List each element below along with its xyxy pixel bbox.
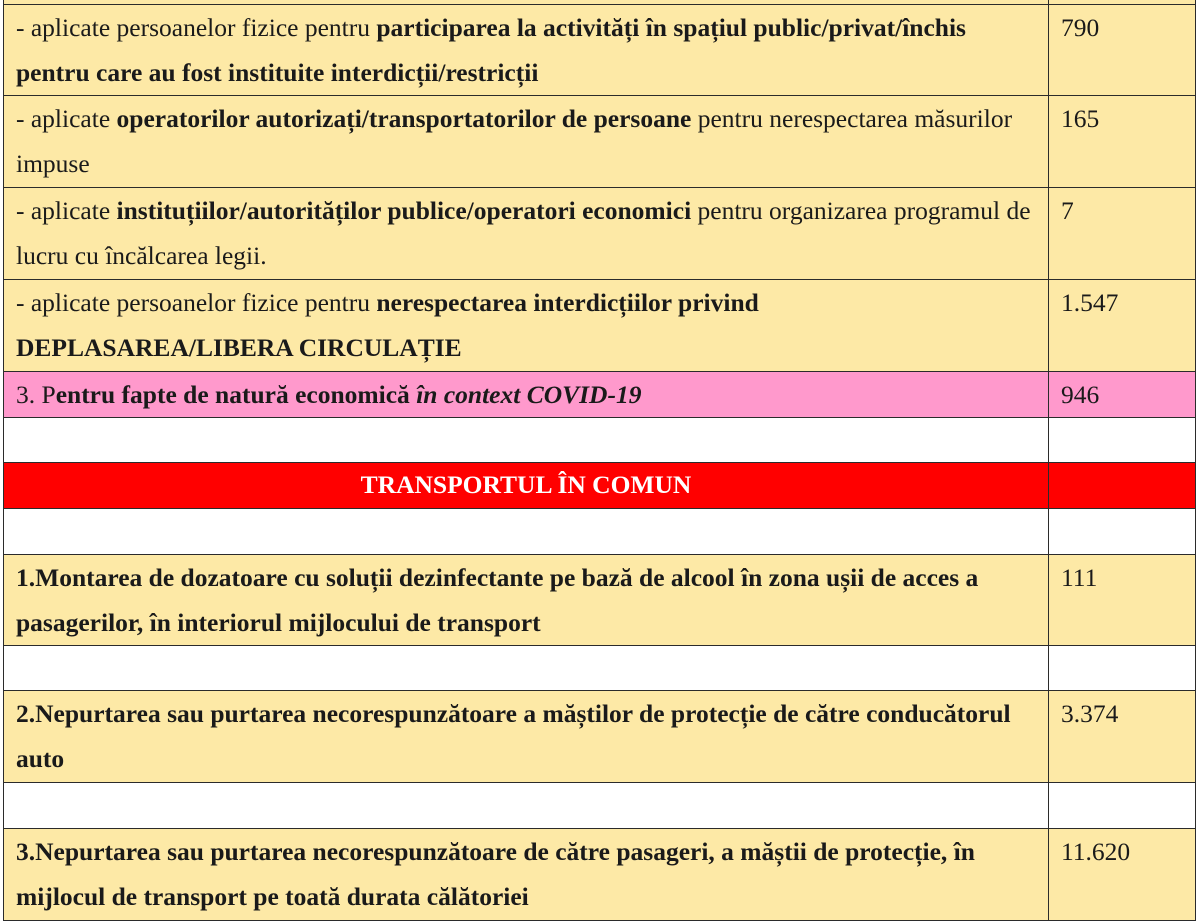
row-text-prefix: 3. P xyxy=(16,380,56,409)
table-row xyxy=(4,829,1196,921)
section-title: TRANSPORTUL ÎN COMUN xyxy=(4,463,1049,509)
row-text-bold: nerespectarea interdicțiilor privind DEPLASAREA/LIBERA CIRCULAȚIE xyxy=(16,288,759,362)
row-text-bold: 1.Montarea de dozatoare cu soluții dezinfectante pe bază de alcool în zona ușii de acces a pasagerilor, în interiorul mijlocului de transport xyxy=(16,563,979,637)
table-row xyxy=(4,96,1196,188)
row-text xyxy=(4,783,1049,829)
row-text-suffix: pentru nerespectarea măsurilor impuse xyxy=(16,104,1013,178)
table-row xyxy=(4,5,1196,96)
statistics-table xyxy=(3,0,1196,921)
row-text-bold: instituțiilor/autorităților publice/operatori economici xyxy=(116,196,692,225)
row-text xyxy=(4,418,1049,463)
row-value xyxy=(1049,418,1196,463)
table-row-highlight xyxy=(4,372,1196,418)
table-row-empty xyxy=(4,418,1196,463)
row-value: 3.374 xyxy=(1049,691,1196,783)
row-text-prefix: - aplicate persoanelor fizice pentru xyxy=(16,13,377,42)
row-text xyxy=(4,646,1049,691)
row-text xyxy=(4,188,1049,280)
row-text xyxy=(4,691,1049,783)
row-value xyxy=(1049,509,1196,555)
row-value: 11.620 xyxy=(1049,829,1196,921)
table-row-empty xyxy=(4,783,1196,829)
row-text-bold: 2.Nepurtarea sau purtarea necorespunzătoare a măștilor de protecție de către conducătorul auto xyxy=(16,699,1011,773)
row-text xyxy=(4,555,1049,646)
row-value xyxy=(1049,463,1196,509)
row-text-suffix: pentru organizarea programul de lucru cu încălcarea legii. xyxy=(16,196,1031,270)
row-value xyxy=(1049,646,1196,691)
table-row xyxy=(4,555,1196,646)
row-text xyxy=(4,372,1049,418)
table-row-empty xyxy=(4,509,1196,555)
row-text-bold: entru fapte de natură economică xyxy=(55,380,417,409)
table-row xyxy=(4,691,1196,783)
table-row xyxy=(4,188,1196,280)
row-value: 1.547 xyxy=(1049,280,1196,372)
row-text xyxy=(4,280,1049,372)
row-text-bold: operatorilor autorizați/transportatorilor de persoane xyxy=(116,104,692,133)
row-text xyxy=(4,829,1049,921)
row-text-bold: participarea la activități în spațiul public/privat/închis pentru care au fost instituite interdicții/restricții xyxy=(16,13,966,87)
row-text-italic: în context COVID-19 xyxy=(416,380,642,409)
row-value: 946 xyxy=(1049,372,1196,418)
row-value: 165 xyxy=(1049,96,1196,188)
row-text xyxy=(4,96,1049,188)
row-text-bold: 3.Nepurtarea sau purtarea necorespunzătoare de către pasageri, a măștii de protecție, în mijlocul de transport pe toată durata călătoriei xyxy=(16,837,975,911)
row-text-prefix: - aplicate xyxy=(16,196,117,225)
table-row-empty xyxy=(4,646,1196,691)
section-header-row xyxy=(4,463,1196,509)
table-row xyxy=(4,280,1196,372)
row-value: 7 xyxy=(1049,188,1196,280)
row-text xyxy=(4,509,1049,555)
row-value xyxy=(1049,783,1196,829)
row-value: 790 xyxy=(1049,5,1196,96)
row-text xyxy=(4,5,1049,96)
row-text-prefix: - aplicate xyxy=(16,104,117,133)
row-value: 111 xyxy=(1049,555,1196,646)
row-text-prefix: - aplicate persoanelor fizice pentru xyxy=(16,288,377,317)
